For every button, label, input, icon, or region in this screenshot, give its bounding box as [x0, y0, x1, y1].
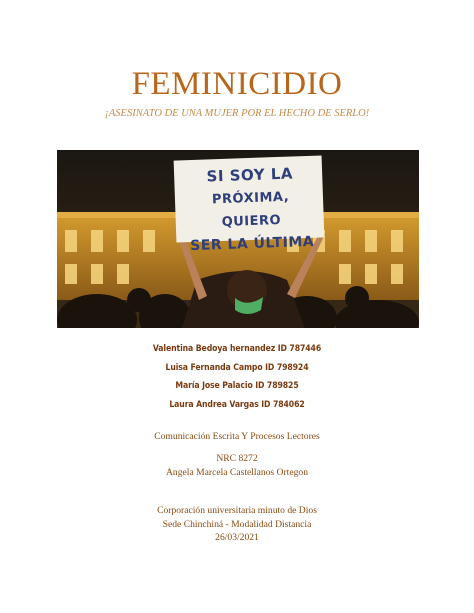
sign-line-2: PRÓXIMA, QUIERO [211, 189, 290, 231]
course-name: Comunicación Escrita Y Procesos Lectores [154, 431, 320, 442]
author-item: Valentina Bedoya hernandez ID 787446 [152, 344, 322, 354]
teacher-name: Angela Marcela Castellanos Ortegon [166, 466, 308, 478]
author-item: Laura Andrea Vargas ID 784062 [169, 399, 305, 410]
sign-line-3: SER LA ÚLTIMA [189, 233, 315, 255]
author-item: Luisa Fernanda Campo ID 798924 [165, 362, 309, 373]
institution-name: Corporación universitaria minuto de Dios [157, 505, 317, 516]
protest-sign-text [181, 162, 320, 259]
document-title: FEMINICIDIO [131, 66, 343, 102]
campus-name: Sede Chinchiná - Modalidad Distancia [162, 518, 312, 530]
authors-list [0, 340, 474, 414]
protest-photo [57, 150, 419, 328]
document-subtitle: ¡ASESINATO DE UNA MUJER POR EL HECHO DE SERLO! [104, 108, 370, 119]
sign-line-1: SI SOY LA [206, 164, 294, 186]
nrc-code: NRC 8272 [216, 453, 258, 464]
author-item: María Jose Palacio ID 789825 [175, 381, 299, 391]
course-info [0, 452, 474, 479]
document-date: 26/03/2021 [215, 532, 259, 543]
institution-info [0, 504, 474, 545]
